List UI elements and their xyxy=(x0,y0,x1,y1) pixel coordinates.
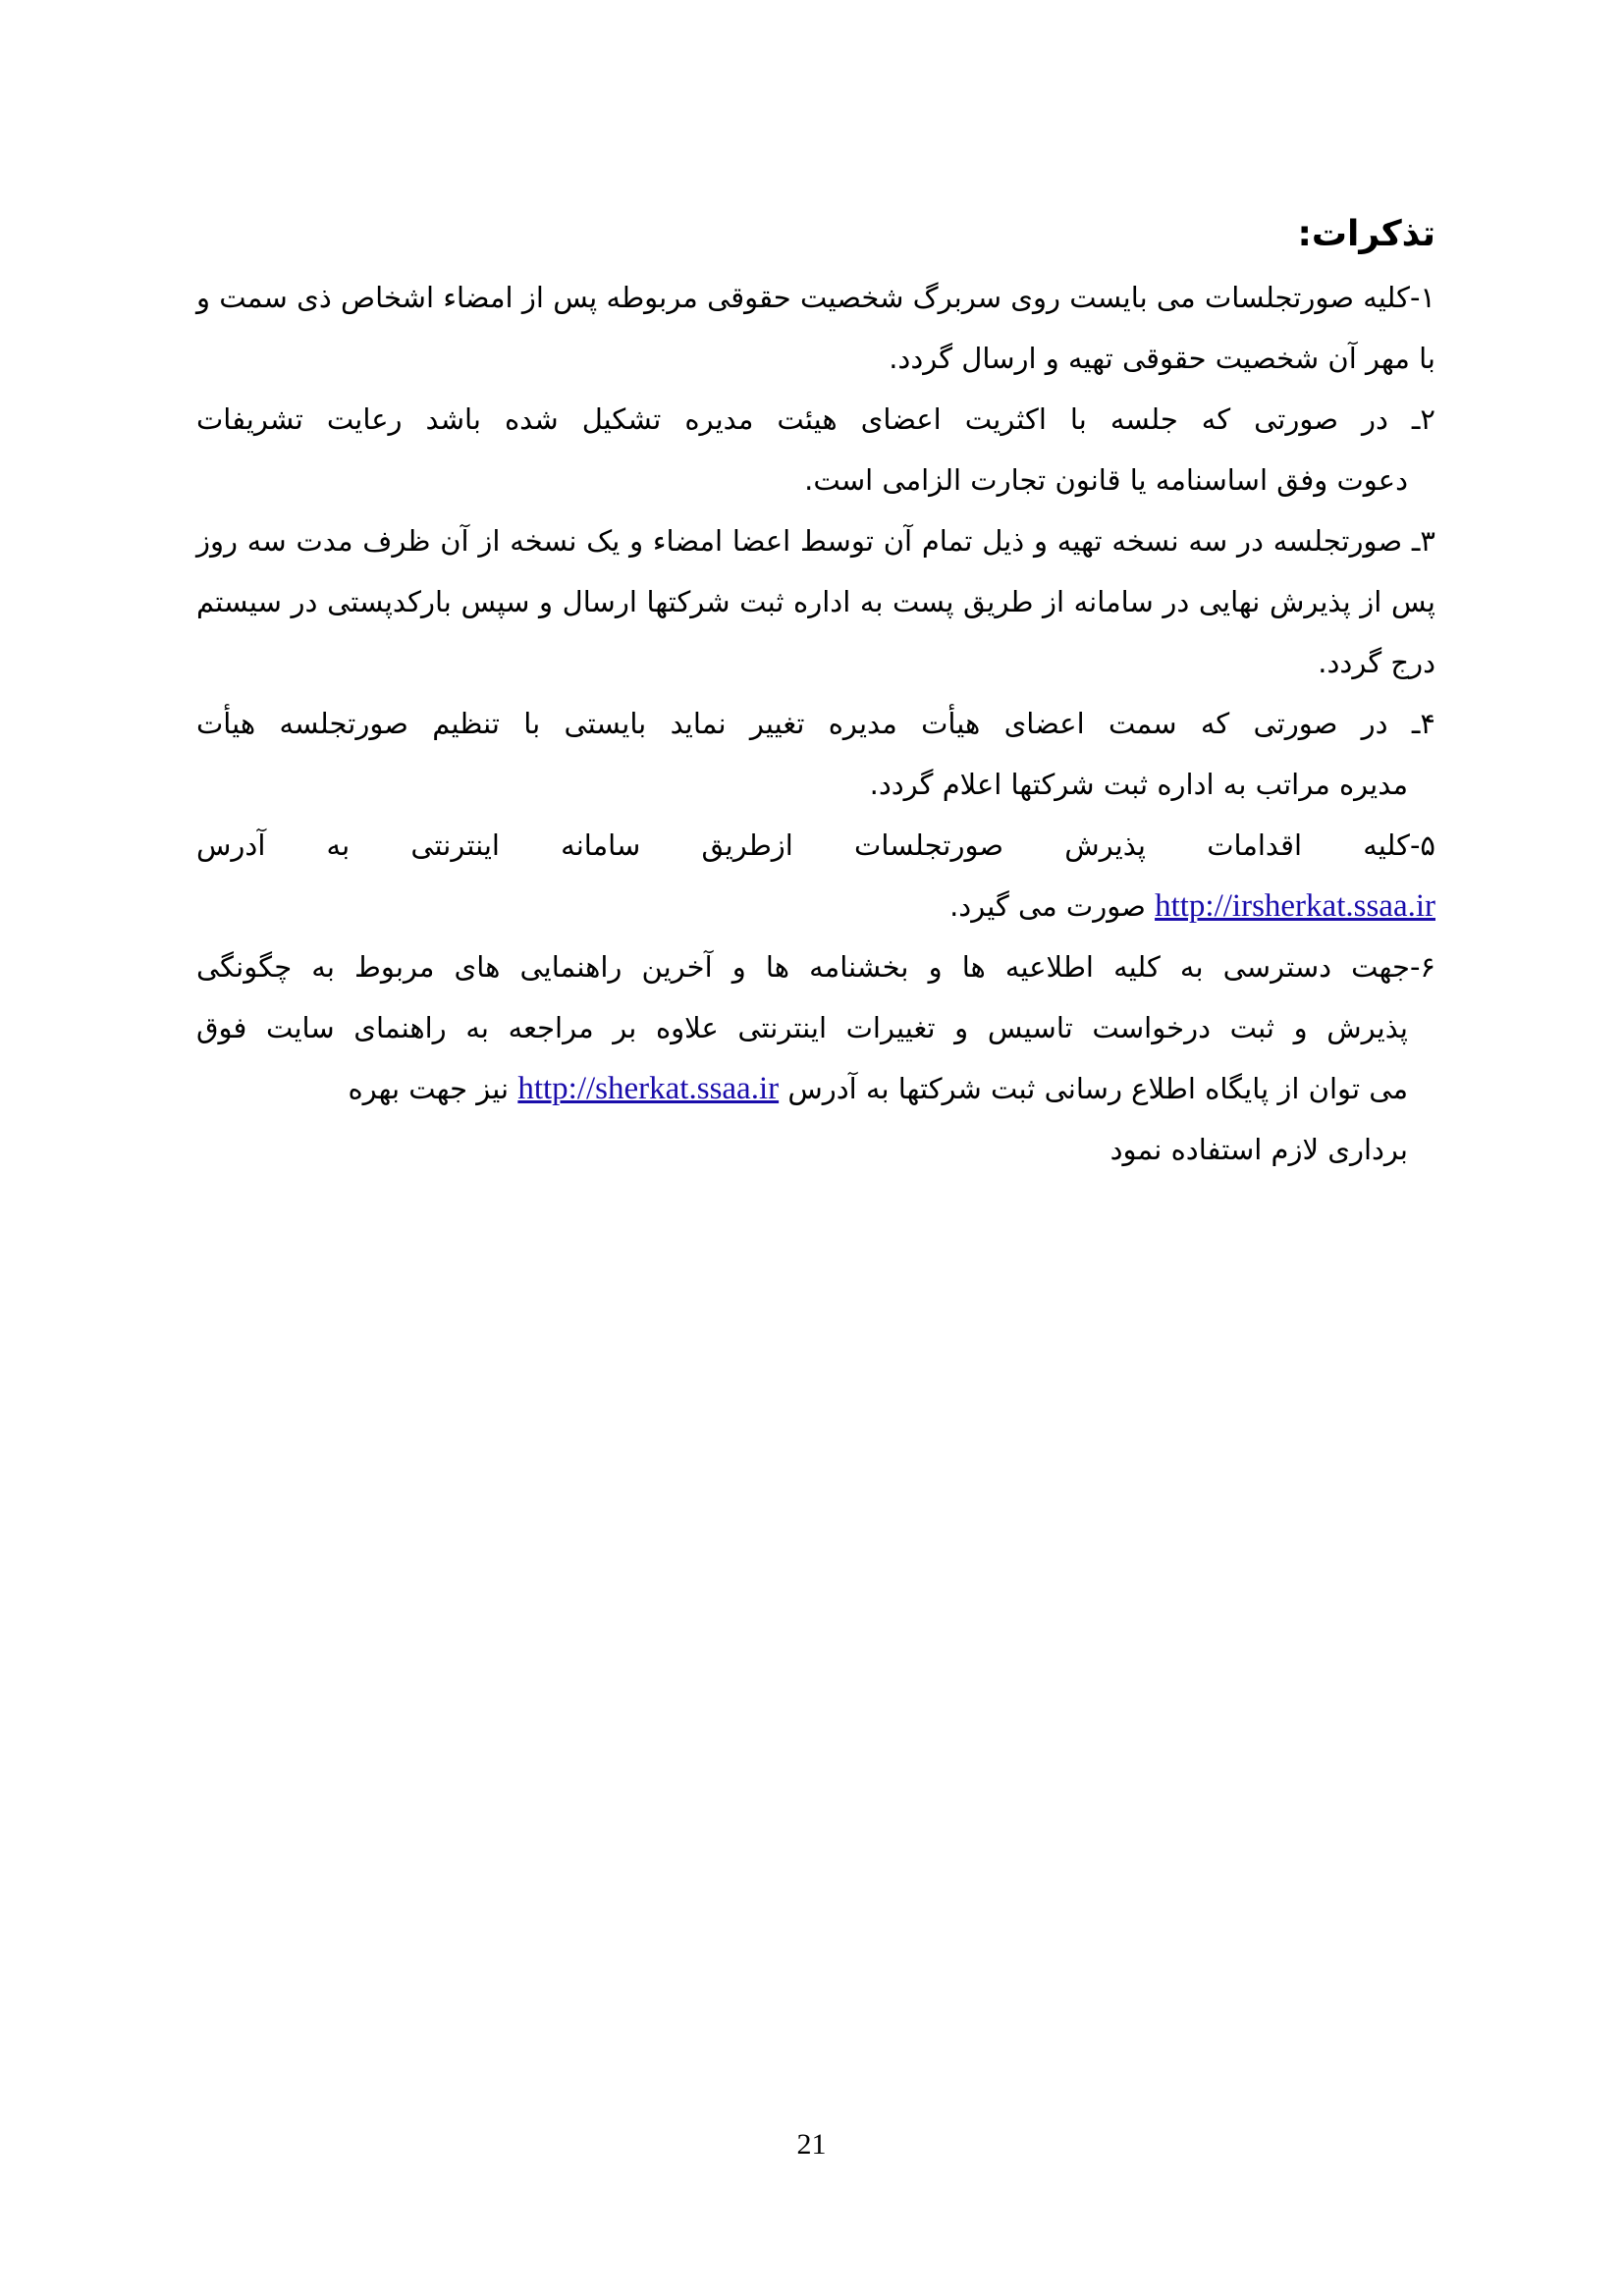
note-5-continuation xyxy=(196,876,1435,936)
note-6-line-4-row xyxy=(196,1119,1408,1180)
note-6-line-3-row xyxy=(196,1058,1408,1119)
note-2-line-2: دعوت وفق اساسنامه یا قانون تجارت الزامی است. xyxy=(804,463,1408,497)
note-4-continuation xyxy=(196,754,1408,815)
note-2 xyxy=(196,389,1435,450)
note-1: ۱-کلیه صورتجلسات می بایست روی سربرگ شخصیت حقوقی مربوطه پس از امضاء اشخاص ذی سمت و با مهر آن شخصیت حقوقی تهیه و ارسال گردد. xyxy=(196,281,1435,375)
note-2-line-1: ۲ـ در صورتی که جلسه با اکثریت اعضای هیئت مدیره تشکیل شده باشد رعایت تشریفات xyxy=(196,402,1435,436)
sherkat-link[interactable]: http://sherkat.ssaa.ir xyxy=(517,1071,780,1106)
note-6-line-3-after: نیز جهت بهره xyxy=(348,1072,510,1105)
note-2-continuation xyxy=(196,450,1408,510)
note-6-line-2: پذیرش و ثبت درخواست تاسیس و تغییرات اینترنتی علاوه بر مراجعه به راهنمای سایت فوق xyxy=(196,1011,1408,1044)
note-5-text-after: صورت می گیرد. xyxy=(949,889,1146,923)
note-6 xyxy=(196,936,1435,997)
note-5 xyxy=(196,815,1435,876)
note-6-line-2-row xyxy=(196,997,1408,1058)
note-5-text: ۵-کلیه اقدامات پذیرش صورتجلسات ازطریق سامانه اینترنتی به آدرس xyxy=(196,828,1435,862)
note-4-line-2: مدیره مراتب به اداره ثبت شرکتها اعلام گردد. xyxy=(869,768,1408,801)
note-3: ۳ـ صورتجلسه در سه نسخه تهیه و ذیل تمام آن توسط اعضا امضاء و یک نسخه از آن ظرف مدت سه روز پس از پذیرش نهایی در سامانه از طریق پست به اداره ثبت شرکتها ارسال و سپس بارکدپستی در سیستم درج گردد. xyxy=(196,524,1435,679)
document-body xyxy=(196,206,1435,1180)
note-6-line-3-before: می توان از پایگاه اطلاع رسانی ثبت شرکتها به آدرس xyxy=(787,1072,1408,1105)
page-number: 21 xyxy=(796,2128,827,2161)
note-4 xyxy=(196,693,1435,754)
note-4-line-1: ۴ـ در صورتی که سمت اعضای هیأت مدیره تغییر نماید بایستی با تنظیم صورتجلسه هیأت xyxy=(196,707,1435,740)
notes-heading: تذکرات: xyxy=(1297,214,1435,254)
irsherkat-link[interactable]: http://irsherkat.ssaa.ir xyxy=(1155,888,1435,924)
note-6-line-4: برداری لازم استفاده نمود xyxy=(1109,1133,1408,1166)
note-6-line-1: ۶-جهت دسترسی به کلیه اطلاعیه ها و بخشنامه ها و آخرین راهنمایی های مربوط به چگونگی xyxy=(196,950,1435,984)
